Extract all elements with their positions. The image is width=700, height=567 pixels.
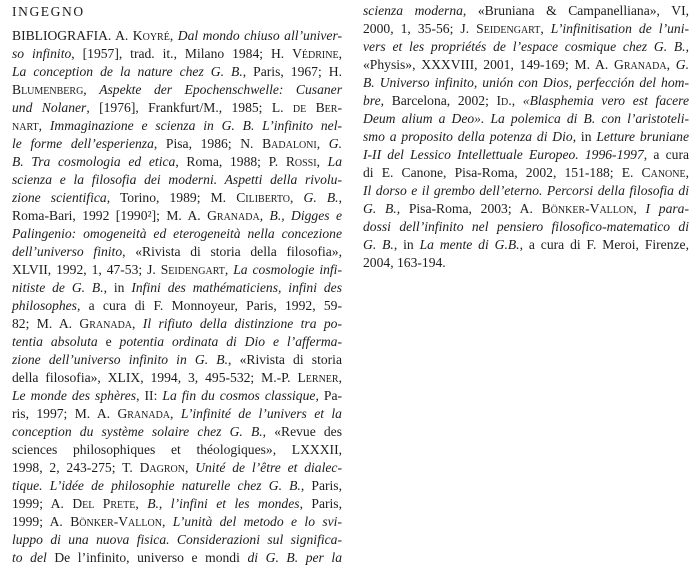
- text-line: [12, 81, 342, 99]
- text-run: ,: [135, 496, 148, 511]
- text-run: 1999; A.: [12, 496, 73, 511]
- text-run: XLVII, 1992, 1, 47-53; J.: [12, 262, 161, 277]
- text-run: ,: [685, 39, 689, 54]
- text-run: ,: [170, 406, 181, 421]
- text-line: [12, 495, 342, 513]
- text-line: [12, 207, 342, 225]
- text-line: [12, 45, 342, 63]
- italic-text: to del: [12, 550, 47, 565]
- text-run: e: [97, 334, 120, 349]
- text-run: ,: [132, 316, 143, 331]
- text-line: [12, 135, 342, 153]
- text-run: di E. Canone, Pisa-Roma, 2002, 151-188; E.: [363, 165, 642, 180]
- italic-text: G.: [328, 136, 342, 151]
- text-line: [363, 38, 689, 56]
- text-run: 1999; A.: [12, 514, 71, 529]
- italic-text: B., l’infini et les mondes: [147, 496, 300, 511]
- text-run: 2000, 1, 35-56; J.: [363, 21, 477, 36]
- text-run: , «Rivista di storia della filosofia»,: [122, 244, 342, 259]
- text-line: [12, 459, 342, 477]
- text-run: , «Rivista di storia: [228, 352, 342, 367]
- text-line: [12, 387, 342, 405]
- bibliography-column-right: [363, 2, 689, 272]
- text-run: , Pisa, 1986; N.: [153, 136, 263, 151]
- italic-text: L’infinitisation de l’uni-: [550, 21, 689, 36]
- text-line: [363, 218, 689, 236]
- text-run: , Torino, 1989; M.: [106, 190, 237, 205]
- text-run: ,: [161, 514, 173, 529]
- text-run: ,: [38, 118, 50, 133]
- italic-text: B. Tra cosmologia ed etica: [12, 154, 176, 169]
- text-line: [12, 243, 342, 261]
- text-run: , «Bruniana & Campanelliana», VI,: [462, 3, 689, 18]
- italic-text: so infinito: [12, 46, 72, 61]
- small-caps-text: Canone: [641, 165, 686, 180]
- text-run: sciences philosophiques et théologiques», LXXXII,: [12, 442, 342, 457]
- text-run: ,: [259, 208, 270, 223]
- italic-text: zione dell’universo infinito in G. B.: [12, 352, 229, 367]
- text-run: ,: [338, 190, 342, 205]
- italic-text: Le monde des sphères: [12, 388, 137, 403]
- small-caps-text: Granada: [614, 57, 667, 72]
- italic-text: G. B.: [303, 190, 339, 205]
- small-caps-text: Rossi: [285, 154, 317, 169]
- italic-text: La fin du cosmos classique: [162, 388, 316, 403]
- italic-text: L’unità del metodo e lo svi-: [172, 514, 342, 529]
- italic-text: smo a proposito della potenza di Dio: [363, 129, 573, 144]
- small-caps-text: de Ber-: [292, 100, 342, 115]
- text-line: [363, 164, 689, 182]
- text-run: , Barcelona, 2002;: [380, 93, 497, 108]
- small-caps-text: Granada: [117, 406, 171, 421]
- italic-text: dossi dell’infinito nel pensiero filosofico-matematico di: [363, 219, 689, 234]
- italic-text: Immaginazione e scienza in G. B. L’infinito nel-: [49, 118, 342, 133]
- text-run: , «Revue des: [262, 424, 342, 439]
- text-run: , Pa-: [315, 388, 343, 403]
- text-run: ,: [338, 370, 342, 385]
- text-run: ,: [338, 46, 342, 61]
- italic-text: L’infinité de l’univers et la: [180, 406, 342, 421]
- small-caps-text: nart: [12, 118, 39, 133]
- small-caps-text: Dagron: [139, 460, 185, 475]
- text-run: ,: [511, 93, 523, 108]
- italic-text: Il dorso e il grembo dell’eterno. Percorsi della filosofia di: [363, 183, 689, 198]
- text-run: ,: [316, 136, 329, 151]
- text-line: [12, 261, 342, 279]
- text-run: ,: [666, 57, 676, 72]
- text-line: [12, 63, 342, 81]
- text-run: ,: [685, 165, 689, 180]
- italic-text: philosophes: [12, 298, 77, 313]
- italic-text: di Dio e l’afferma-: [226, 334, 343, 349]
- text-run: ,: [169, 28, 178, 43]
- text-run: , a cura di F. Monnoyeur, Paris, 1992, 59-: [76, 298, 342, 313]
- small-caps-text: Seidengart: [476, 21, 541, 36]
- italic-text: scienza e la filosofia dei moderni. Aspetti della rivolu-: [12, 172, 342, 187]
- text-run: , Paris, 1967; H.: [242, 64, 343, 79]
- text-line: [12, 279, 342, 297]
- text-line: [12, 351, 342, 369]
- small-caps-text: Bönker-Vallon: [541, 201, 634, 216]
- italic-text: B. Universo infinito, unión con Dios, perfección del hom-: [363, 75, 689, 90]
- italic-text: luppo di una nuova fisica. Considerazioni sul significa-: [12, 532, 342, 547]
- text-line: [12, 513, 342, 531]
- small-caps-text: Granada: [207, 208, 260, 223]
- text-run: A.: [111, 28, 133, 43]
- text-run: 82; M. A.: [12, 316, 80, 331]
- bibliography-column-left: [12, 27, 342, 567]
- text-line: [12, 117, 342, 135]
- italic-text: Deum alium a Deo». La polemica di B. con l’aristoteli-: [363, 111, 689, 126]
- text-run: Roma-Bari, 1992 [1990²]; M. A.: [12, 208, 208, 223]
- text-line: [363, 110, 689, 128]
- text-line: [12, 405, 342, 423]
- text-run: , [1957], trad. it., Milano 1984; H.: [71, 46, 293, 61]
- small-caps-text: Lerner: [297, 370, 339, 385]
- text-run: ,: [83, 82, 100, 97]
- italic-text: La conception de la nature chez G. B.: [12, 64, 243, 79]
- italic-text: vers et les propriétés de l’espace cosmique chez G. B.: [363, 39, 686, 54]
- italic-text: potentia ordinata: [119, 334, 219, 349]
- small-caps-text: Koyré: [132, 28, 170, 43]
- text-run: ris, 1997; M. A.: [12, 406, 118, 421]
- text-run: , Paris,: [299, 496, 342, 511]
- italic-text: G. B.: [363, 201, 397, 216]
- text-line: [12, 369, 342, 387]
- text-line: [12, 531, 342, 549]
- text-line: [363, 56, 689, 74]
- italic-text: nitiste de G. B.: [12, 280, 104, 295]
- italic-text: I para-: [645, 201, 690, 216]
- text-run: , a cura di F. Meroi, Firenze,: [519, 237, 689, 252]
- small-caps-text: Del Prete: [72, 496, 136, 511]
- text-run: De l’infinito, universo e mondi: [46, 550, 248, 565]
- italic-text: Unité de l’être et dialec-: [195, 460, 342, 475]
- text-line: [363, 254, 689, 272]
- text-run: 2004, 163-194.: [363, 255, 446, 270]
- italic-text: «Blasphemia vero est facere: [522, 93, 689, 108]
- italic-text: le forme dell’esperienza: [12, 136, 154, 151]
- text-run: ,: [184, 460, 196, 475]
- small-caps-text: Seidengart: [160, 262, 225, 277]
- small-caps-text: Blumenberg: [12, 82, 84, 97]
- italic-text: conception du système solaire chez G. B.: [12, 424, 263, 439]
- text-line: [12, 423, 342, 441]
- small-caps-text: Granada: [79, 316, 133, 331]
- text-run: «Physis», XXXVIII, 2001, 149-169; M. A.: [363, 57, 614, 72]
- italic-text: Dal mondo chiuso all’univer-: [177, 28, 343, 43]
- italic-text: Palingenio: omogeneità ed eterogeneità nella concezione: [12, 226, 342, 241]
- italic-text: scienza moderna: [363, 3, 463, 18]
- small-caps-text: Bönker-Vallon: [70, 514, 162, 529]
- text-run: , Pisa-Roma, 2003; A.: [396, 201, 542, 216]
- italic-text: Il rifiuto della distinzione tra po-: [142, 316, 342, 331]
- text-line: [12, 171, 342, 189]
- text-line: [12, 441, 342, 459]
- italic-text: La: [327, 154, 343, 169]
- italic-text: bre: [363, 93, 381, 108]
- italic-text: dell’universo finito: [12, 244, 123, 259]
- text-line: [363, 182, 689, 200]
- small-caps-text: Id.: [496, 93, 512, 108]
- italic-text: I-II del Lessico Intellettuale Europeo. 1996-1997: [363, 147, 644, 162]
- italic-text: La cosmologie infi-: [233, 262, 342, 277]
- italic-text: La mente di G.B.: [419, 237, 520, 252]
- text-line: [363, 200, 689, 218]
- italic-text: di G. B. per la: [247, 550, 342, 565]
- italic-text: G.: [675, 57, 689, 72]
- italic-text: B., Digges e: [269, 208, 342, 223]
- text-run: , Paris,: [300, 478, 342, 493]
- text-run: ,: [633, 201, 646, 216]
- small-caps-text: Ciliberto: [236, 190, 291, 205]
- text-run: , in: [103, 280, 132, 295]
- text-line: [12, 297, 342, 315]
- text-line: [12, 477, 342, 495]
- text-run: , a cura: [643, 147, 689, 162]
- italic-text: Infini des mathématiciens, infini des: [131, 280, 342, 295]
- text-line: [12, 549, 342, 567]
- text-line: [363, 236, 689, 254]
- text-run: ,: [540, 21, 551, 36]
- text-line: [12, 315, 342, 333]
- italic-text: tique. L’idée de philosophie naturelle chez G. B.: [12, 478, 301, 493]
- text-run: , [1976], Frankfurt/M., 1985; L.: [86, 100, 293, 115]
- text-run: della filosofia», XLIX, 1994, 3, 495-532; M.-P.: [12, 370, 298, 385]
- text-run: , in: [572, 129, 597, 144]
- text-line: [12, 99, 342, 117]
- small-caps-text: Védrine: [292, 46, 339, 61]
- text-line: [12, 225, 342, 243]
- italic-text: zione scientifica: [12, 190, 107, 205]
- text-run: 1998, 2, 243-275; T.: [12, 460, 140, 475]
- text-line: [12, 189, 342, 207]
- italic-text: G. B.: [363, 237, 394, 252]
- text-run: , in: [393, 237, 420, 252]
- italic-text: Aspekte der Epochenschwelle: Cusaner: [99, 82, 342, 97]
- italic-text: Letture bruniane: [596, 129, 690, 144]
- italic-text: und Nolaner: [12, 100, 87, 115]
- text-line: [363, 146, 689, 164]
- small-caps-text: BIBLIOGRAFIA.: [12, 28, 112, 43]
- text-line: [363, 128, 689, 146]
- text-line: [363, 2, 689, 20]
- text-run: ,: [316, 154, 328, 169]
- text-run: , Roma, 1988; P.: [175, 154, 286, 169]
- text-run: , II:: [136, 388, 163, 403]
- running-header: INGEGNO: [12, 4, 85, 19]
- small-caps-text: Badaloni: [262, 136, 317, 151]
- text-run: ,: [224, 262, 234, 277]
- text-line: [363, 74, 689, 92]
- text-line: [12, 333, 342, 351]
- text-line: [12, 27, 342, 45]
- text-run: ,: [290, 190, 304, 205]
- text-line: [363, 20, 689, 38]
- text-line: [363, 92, 689, 110]
- text-line: [12, 153, 342, 171]
- italic-text: tentia absoluta: [12, 334, 98, 349]
